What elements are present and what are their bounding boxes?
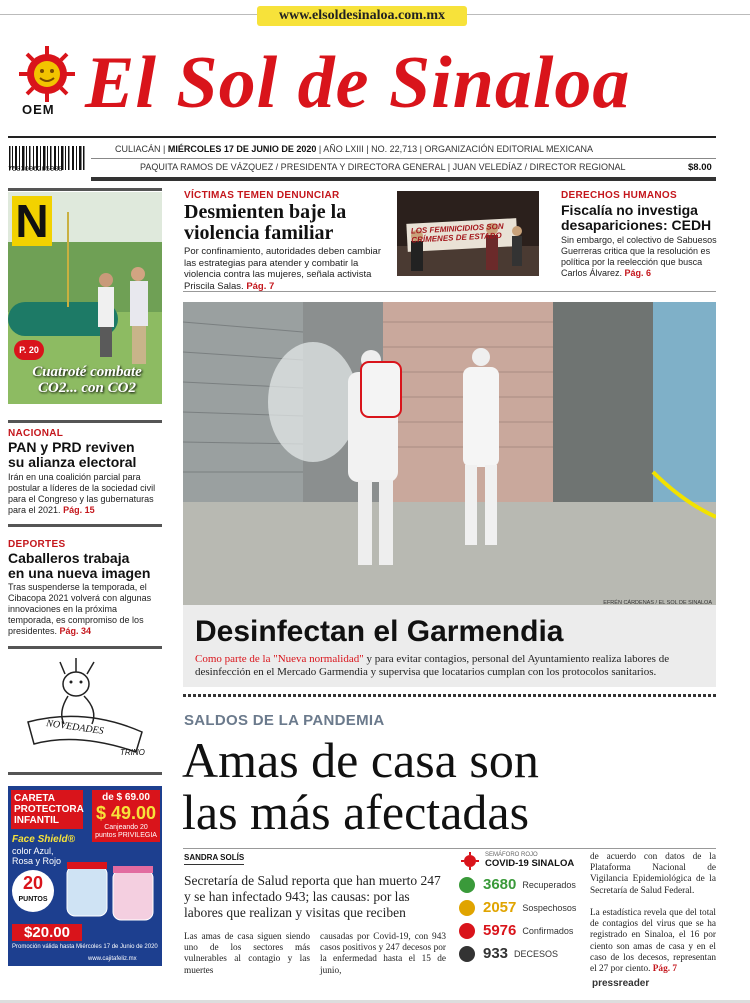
covid-value: 2057 (483, 899, 517, 916)
masthead-title: El Sol de Sinaloa (85, 42, 631, 124)
ad-site[interactable]: www.cajitafeliz.mx (88, 956, 137, 962)
ad-points: 20 (22, 873, 44, 893)
covid-row (455, 919, 583, 942)
top-stories-divider (183, 291, 716, 292)
issue-info-line: CULIACÁN | MIÉRCOLES 17 DE JUNIO DE 2020 | AÑO LXIII | NO. 22,713 | ORGANIZACIÓN EDITORIAL MEXICANA (115, 144, 594, 154)
ad-title-line: CARETA (14, 793, 55, 804)
ad-new-price: $ 49.00 (95, 803, 157, 823)
headline-line: Caballeros trabaja (8, 550, 130, 566)
ad-brand: Face Shield® (12, 834, 75, 845)
site-url[interactable]: www.elsoldesinaloa.com.mx (257, 6, 467, 26)
cartoon-author: TRINO (120, 748, 145, 757)
protest-photo (397, 191, 539, 276)
headline-line: Amas de casa son (182, 732, 539, 788)
issue-year: AÑO LXIII (323, 144, 364, 154)
page-badge: P. 20 (14, 340, 44, 360)
lead-divider (183, 694, 716, 697)
section-label: DERECHOS HUMANOS (561, 190, 677, 201)
caption-body: y para evitar contagios, personal del Ayuntamiento realiza labores de desinfección en el Mercado Garmendia y supervisa que locatarios cumplan con los protocolos sanitarios. (195, 653, 670, 678)
info-divider (91, 158, 716, 159)
issue-date: MIÉRCOLES 17 DE JUNIO DE 2020 (167, 144, 317, 154)
story-text: Tras suspenderse la temporada, el Cibacopa 2021 volverá con algunas innovaciones en la próxima temporada, es compromiso de los presidentes. (8, 582, 152, 636)
caption-highlight: Como parte de la "Nueva normalidad" (195, 653, 364, 665)
story-text: Irán en una coalición parcial para postular a líderes de la sociedad civil para el Congreso y las gubernaturas para el 2021. (8, 472, 156, 515)
left-column-rule (8, 188, 162, 191)
city: CULIACÁN (115, 144, 161, 154)
face-shield-product-icon (63, 856, 159, 926)
stat-icon (459, 946, 475, 962)
covid-value: 3680 (483, 876, 517, 893)
caption-line: Cuatroté combate (32, 364, 142, 380)
story-body (184, 246, 390, 292)
headline-line: las más afectadas (182, 784, 530, 840)
left-column-rule (8, 420, 162, 423)
story-headline[interactable] (8, 551, 150, 581)
headline-line: desapariciones: CEDH (561, 217, 712, 233)
main-photo[interactable] (183, 302, 716, 605)
oem-logo: OEM (22, 102, 55, 117)
story-headline[interactable] (561, 203, 711, 233)
lead-deck: Secretaría de Salud reporta que han muerto 247 y se han infectado 943; las causas: por las labores que realizan y visitas que reciben (184, 873, 441, 920)
cartoon (8, 652, 162, 768)
ad-old-price: de $ 69.00 (102, 792, 150, 803)
stat-icon (459, 900, 475, 916)
story-headline[interactable] (184, 202, 346, 244)
cartoon-banner: NOVEDADES (45, 718, 105, 737)
promo-caption (12, 364, 162, 396)
story-body (8, 472, 162, 516)
main-photo-caption (183, 605, 716, 687)
page-ref[interactable]: Pág. 15 (63, 505, 95, 515)
covid-label: DECESOS (514, 948, 559, 959)
story-headline[interactable] (8, 440, 136, 470)
covid-row (455, 896, 583, 919)
page-ref[interactable]: Pág. 34 (59, 626, 92, 636)
lead-col-3b-text: La estadística revela que del total de contagios del virus que se ha registrado en Sinaloa, el 16 por ciento son amas de casa y en el caso de los decesos, representan el 27 por ciento. (590, 908, 716, 975)
photo-headline[interactable]: Desinfectan el Garmendia (195, 615, 564, 648)
covid-title: COVID-19 SINALOA (485, 858, 575, 869)
ad-title (11, 790, 83, 829)
lead-kicker: SALDOS DE LA PANDEMIA (184, 712, 385, 729)
section-label: NACIONAL (8, 428, 64, 439)
story-body (561, 235, 717, 279)
publisher: ORGANIZACIÓN EDITORIAL MEXICANA (424, 144, 594, 154)
photo-credit: EFRÉN CÁRDENAS / EL SOL DE SINALOA (603, 600, 712, 605)
covid-label: Confirmados (522, 925, 574, 936)
ad-title-line: PROTECTORA (14, 804, 84, 815)
staff-line: PAQUITA RAMOS DE VÁZQUEZ / PRESIDENTA Y DIRECTORA GENERAL | JUAN VELEDÍAZ / DIRECTOR REGIONAL (140, 162, 626, 172)
promo-photo[interactable] (8, 192, 162, 404)
covid-row (455, 873, 583, 896)
price: $8.00 (688, 162, 712, 173)
page-ref[interactable]: Pág. 7 (652, 964, 678, 975)
ad-alt-price: $20.00 (12, 924, 82, 941)
covid-source: SEMÁFORO ROJO (485, 852, 538, 858)
photo-caption-text (195, 653, 707, 679)
stat-icon (459, 877, 475, 893)
lead-col-3: de acuerdo con datos de la Plataforma Nacional de Vigilancia Epidemiológica de la Secretaría de Salud Federal. (590, 852, 716, 896)
lead-col-2: causadas por Covid-19, con 943 casos positivos y 247 decesos por la enfermedad hasta el 15 de junio, (320, 932, 446, 976)
headline-line: Fiscalía no investiga (561, 202, 698, 218)
caption-line: CO2... con CO2 (38, 380, 136, 396)
lead-col-3b (590, 908, 716, 975)
issue-number: NO. 22,713 (371, 144, 418, 154)
headline-line: en una nueva imagen (8, 565, 151, 581)
headline-line: Desmienten baje la (184, 201, 347, 223)
sun-logo-icon (18, 45, 76, 103)
virus-icon (457, 852, 483, 870)
byline-rule (184, 864, 244, 865)
covid-label: Recuperados (522, 879, 576, 890)
ad-points-badge (12, 870, 54, 912)
covid-stats-box (455, 852, 583, 967)
story-body (8, 582, 162, 637)
covid-label: Sospechosos (522, 902, 577, 913)
page-ref[interactable]: Pág. 6 (624, 268, 652, 278)
ad-price-box (92, 790, 160, 842)
left-column-rule (8, 524, 162, 527)
headline-line: violencia familiar (184, 222, 334, 244)
disinfection-photo-art (183, 302, 716, 605)
lead-col-1: Las amas de casa siguen siendo uno de los sectores más vulnerables al contagio y las muertes (184, 932, 310, 976)
section-label: DEPORTES (8, 539, 66, 550)
left-column-rule (8, 772, 162, 775)
headline-line: PAN y PRD reviven (8, 439, 135, 455)
section-label: VÍCTIMAS TEMEN DENUNCIAR (184, 190, 340, 201)
ad-title-line: INFANTIL (14, 815, 59, 826)
ad-colors: color Azul, Rosa y Rojo (12, 846, 62, 866)
byline: SANDRA SOLÍS (184, 853, 245, 862)
page-ref[interactable]: Pág. 7 (246, 280, 275, 292)
face-shield-ad[interactable] (8, 786, 162, 966)
ad-fine-print: Promoción válida hasta Miércoles 17 de Junio de 2020 (12, 944, 158, 950)
protest-sign: LOS FEMINICIDIOS SON CRÍMENES DE ESTADO (410, 221, 504, 245)
covid-value: 933 (483, 945, 509, 962)
ad-points-label: PUNTOS (18, 896, 48, 903)
regional-director: JUAN VELEDÍAZ / DIRECTOR REGIONAL (452, 162, 626, 172)
lead-subrule (183, 848, 716, 849)
left-column-rule (8, 646, 162, 649)
lead-headline[interactable] (182, 734, 539, 838)
president: PAQUITA RAMOS DE VÁZQUEZ / PRESIDENTA Y DIRECTORA GENERAL (140, 162, 446, 172)
covid-row (455, 942, 583, 965)
masthead-rule (8, 136, 716, 138)
n-logo: N (12, 196, 52, 246)
header-bar (91, 177, 716, 181)
story-text: Por confinamiento, autoridades deben cambiar las estrategias para atender y combatir la violencia contra las mujeres, señala activista Priscila Salas. (184, 246, 381, 292)
pressreader-logo: pressreader (592, 978, 650, 989)
covid-rows (455, 873, 583, 965)
ad-points-note: Canjeando 20 puntos PRIVILEGIA (95, 824, 157, 839)
stat-icon (459, 923, 475, 939)
barcode-number: 7503006205088 (8, 166, 63, 174)
story-text: Sin embargo, el colectivo de Sabuesos Guerreras critica que la resolución es política por la reelección que busca Carlos Álvarez. (561, 235, 717, 278)
covid-value: 5976 (483, 922, 517, 939)
headline-line: su alianza electoral (8, 454, 137, 470)
